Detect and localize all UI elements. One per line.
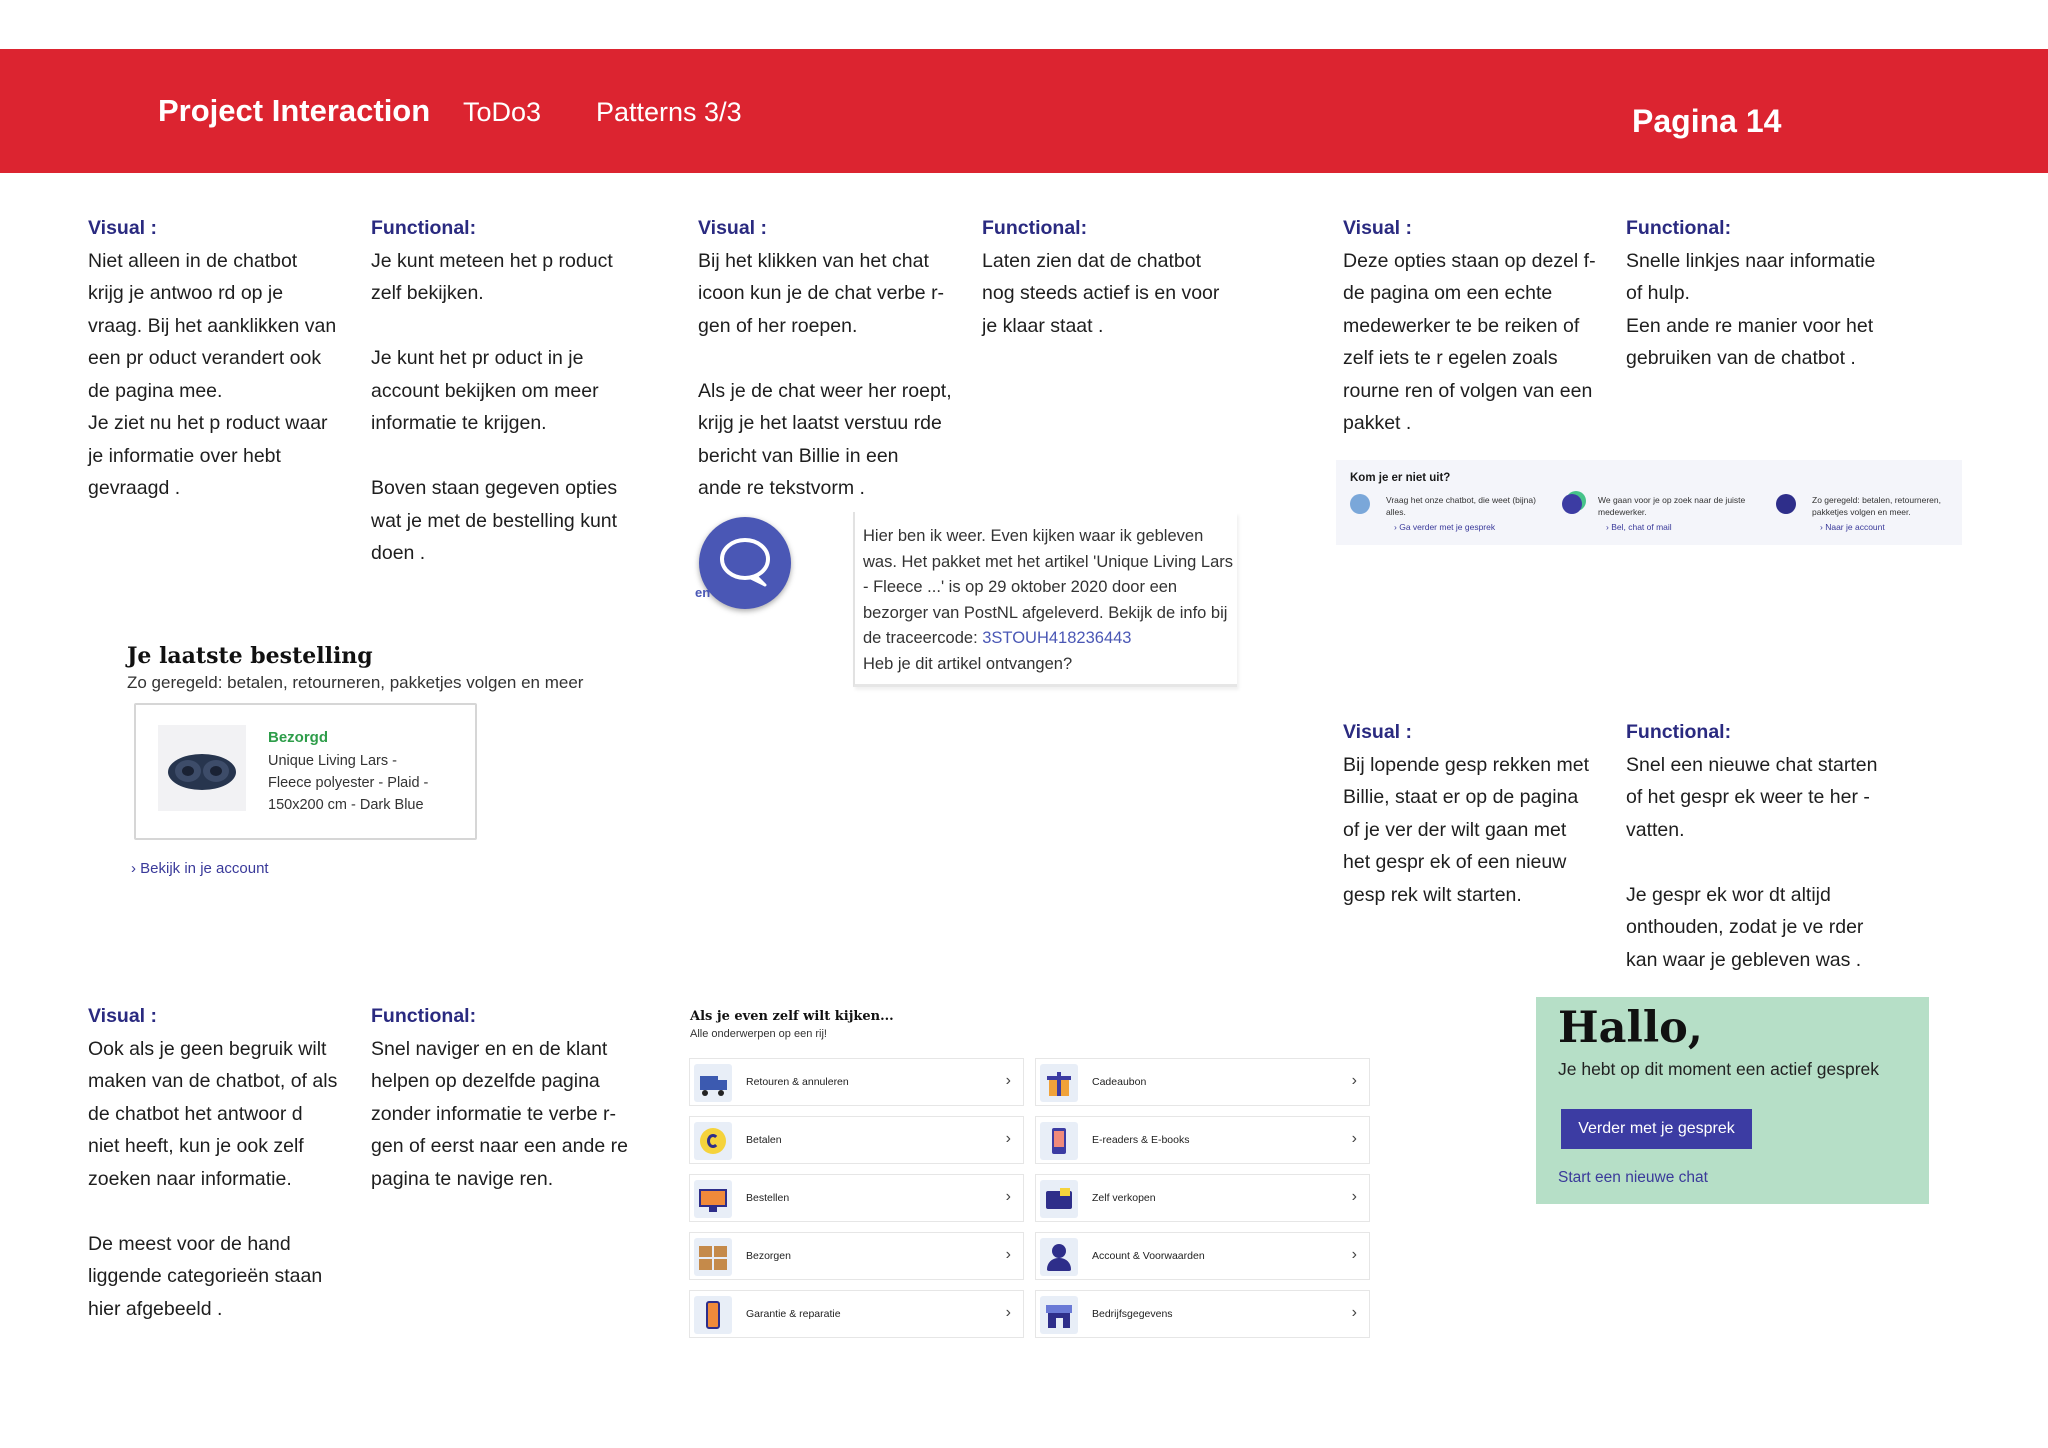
chevron-right-icon: ›	[1005, 1304, 1011, 1321]
truck-icon	[694, 1064, 732, 1102]
chevron-right-icon: ›	[1351, 1072, 1357, 1089]
chat-icon-label: en	[695, 585, 711, 600]
packages-icon	[694, 1238, 732, 1276]
help-option-link[interactable]: › Ga verder met je gesprek	[1394, 522, 1496, 532]
functional-label: Functional:	[982, 217, 1088, 239]
visual-block-1	[88, 212, 358, 505]
coin-icon	[694, 1122, 732, 1160]
category-garantie[interactable]	[689, 1290, 1024, 1338]
monitor-icon	[694, 1180, 732, 1218]
category-bezorgen[interactable]	[689, 1232, 1024, 1280]
category-bestellen[interactable]	[689, 1174, 1024, 1222]
chat-button[interactable]	[699, 517, 791, 609]
help-title: Kom je er niet uit?	[1350, 472, 1451, 484]
category-betalen[interactable]	[689, 1116, 1024, 1164]
continue-chat-button[interactable]: Verder met je gesprek	[1561, 1109, 1752, 1149]
visual-label: Visual :	[1343, 217, 1413, 239]
order-card[interactable]	[134, 703, 477, 840]
chevron-right-icon: ›	[1005, 1072, 1011, 1089]
chevron-right-icon: ›	[1005, 1130, 1011, 1147]
functional-block-5	[371, 1000, 641, 1195]
category-name: Cadeaubon	[1092, 1076, 1147, 1088]
functional-block-2	[982, 212, 1252, 342]
functional-block-4	[1626, 716, 1896, 976]
visual-text: Niet alleen in de chatbot krijg je antwoo rd op je vraag. Bij het aanklikken van een pr oduct verandert ook de pagina mee. Je ziet nu het p roduct waar je informatie over hebt gevraagd .	[88, 249, 337, 499]
visual-label: Visual :	[1343, 721, 1413, 743]
category-name: Account & Voorwaarden	[1092, 1250, 1205, 1262]
visual-label: Visual :	[88, 217, 158, 239]
help-option-link[interactable]: › Naar je account	[1820, 522, 1885, 532]
category-name: Bedrijfsgegevens	[1092, 1308, 1173, 1320]
categories-title: Als je even zelf wilt kijken...	[690, 1009, 894, 1024]
product-name: Unique Living Lars - Fleece polyester - Plaid - 150x200 cm - Dark Blue	[268, 753, 429, 813]
chevron-right-icon: ›	[1005, 1246, 1011, 1263]
functional-block-1	[371, 212, 641, 570]
store-icon	[1040, 1296, 1078, 1334]
order-title: Je laatste bestelling	[127, 643, 373, 669]
visual-text: Bij lopende gesp rekken met Billie, staat er op de pagina of je ver der wilt gaan met het gespr ek of een nieuw gesp rek wilt starten.	[1343, 753, 1590, 906]
todo-label: ToDo3	[463, 97, 542, 127]
help-option-link[interactable]: › Bel, chat of mail	[1606, 522, 1672, 532]
account-link-text: Bekijk in je account	[140, 860, 269, 877]
account-avatar-icon	[1776, 494, 1796, 514]
functional-text: Snel een nieuwe chat starten of het gespr ek weer te her - vatten. Je gespr ek wor dt altijd onthouden, zodat je ve rder kan waar je gebleven was .	[1626, 753, 1878, 971]
chat-message	[853, 512, 1237, 687]
help-option-text: We gaan voor je op zoek naar de juiste medewerker.	[1598, 495, 1746, 517]
chevron-right-icon: ›	[1351, 1246, 1357, 1263]
chat-bubble-icon	[715, 533, 775, 593]
ereader-icon	[1040, 1122, 1078, 1160]
visual-block-4	[1343, 716, 1613, 911]
visual-block-3	[1343, 212, 1613, 440]
new-chat-link[interactable]: Start een nieuwe chat	[1558, 1169, 1708, 1186]
order-subtitle: Zo geregeld: betalen, retourneren, pakketjes volgen en meer	[127, 673, 584, 692]
patterns-label: Patterns 3/3	[596, 97, 742, 127]
category-ereaders[interactable]	[1035, 1116, 1370, 1164]
chevron-right-icon: ›	[1351, 1188, 1357, 1205]
category-name: Zelf verkopen	[1092, 1192, 1156, 1204]
functional-text: Je kunt meteen het p roduct zelf bekijken. Je kunt het pr oduct in je account bekijken om meer informatie te krijgen. Boven staan gegeven opties wat je met de bestelling kunt doen .	[371, 249, 618, 564]
help-option-text: Zo geregeld: betalen, retourneren, pakketjes volgen en meer.	[1812, 495, 1942, 517]
hallo-title: Hallo,	[1558, 1003, 1703, 1053]
chevron-right-icon: ›	[1005, 1188, 1011, 1205]
category-name: E-readers & E-books	[1092, 1134, 1190, 1146]
chevron-right-icon: ›	[131, 860, 136, 877]
category-account[interactable]	[1035, 1232, 1370, 1280]
gift-icon	[1040, 1064, 1078, 1102]
visual-text: Bij het klikken van het chat icoon kun je de chat verbe r- gen of her roepen. Als je de chat weer her roept, krijg je het laatst verstuu rde bericht van Billie in een ande re tekstvorm .	[698, 249, 952, 499]
chat-message-text: Hier ben ik weer. Even kijken waar ik gebleven was. Het pakket met het artikel 'Unique Living Lars - Fleece ...' is op 29 oktober 2020 door een bezorger van PostNL afgeleverd. Bekijk de info bij de traceercode:	[863, 527, 1233, 647]
functional-label: Functional:	[1626, 721, 1732, 743]
category-name: Garantie & reparatie	[746, 1308, 841, 1320]
wallet-icon	[1040, 1180, 1078, 1218]
category-retouren[interactable]	[689, 1058, 1024, 1106]
visual-block-2	[698, 212, 968, 505]
active-chat-panel	[1536, 997, 1929, 1204]
category-cadeaubon[interactable]	[1035, 1058, 1370, 1106]
chat-question: Heb je dit artikel ontvangen?	[863, 654, 1073, 673]
visual-label: Visual :	[88, 1005, 158, 1027]
category-name: Betalen	[746, 1134, 782, 1146]
functional-label: Functional:	[371, 217, 477, 239]
order-status: Bezorgd	[268, 729, 328, 746]
functional-label: Functional:	[371, 1005, 477, 1027]
blanket-image	[158, 725, 246, 811]
functional-text: Snel naviger en en de klant helpen op dezelfde pagina zonder informatie te verbe r- gen of eerst naar een ande re pagina te navige ren.	[371, 1037, 628, 1190]
phone-icon	[694, 1296, 732, 1334]
hallo-subtitle: Je hebt op dit moment een actief gesprek	[1558, 1059, 1880, 1079]
user-icon	[1040, 1238, 1078, 1276]
visual-text: Ook als je geen begruik wilt maken van de chatbot, of als de chatbot het antwoor d niet heeft, kun je ook zelf zoeken naar informatie. De meest voor de hand liggende categorieën staan hier afgebeeld .	[88, 1037, 338, 1320]
help-option-text: Vraag het onze chatbot, die weet (bijna) alles.	[1386, 495, 1536, 517]
chatbot-avatar-icon	[1350, 494, 1370, 514]
visual-block-5	[88, 1000, 358, 1325]
employee-avatar-icon	[1562, 494, 1582, 514]
project-title: Project Interaction	[158, 93, 431, 128]
page-number: Pagina 14	[1632, 103, 1782, 139]
functional-text: Laten zien dat de chatbot nog steeds actief is en voor je klaar staat .	[982, 249, 1220, 337]
visual-text: Deze opties staan op dezel f- de pagina om een echte medewerker te be reiken of zelf iets te r egelen zoals rourne ren of volgen van een pakket .	[1343, 249, 1596, 434]
chevron-right-icon: ›	[1351, 1130, 1357, 1147]
header-bar	[0, 49, 2048, 173]
category-zelf-verkopen[interactable]	[1035, 1174, 1370, 1222]
chevron-right-icon: ›	[1351, 1304, 1357, 1321]
tracking-code-link[interactable]: 3STOUH418236443	[982, 629, 1132, 647]
category-bedrijfsgegevens[interactable]	[1035, 1290, 1370, 1338]
functional-text: Snelle linkjes naar informatie of hulp. Een ande re manier voor het gebruiken van de chatbot .	[1626, 249, 1876, 369]
category-name: Bestellen	[746, 1192, 790, 1204]
functional-block-3	[1626, 212, 1896, 375]
category-name: Retouren & annuleren	[746, 1076, 849, 1088]
category-name: Bezorgen	[746, 1250, 791, 1262]
categories-subtitle: Alle onderwerpen op een rij!	[690, 1028, 827, 1040]
account-link[interactable]	[131, 860, 269, 877]
help-panel	[1336, 460, 1962, 545]
visual-label: Visual :	[698, 217, 768, 239]
functional-label: Functional:	[1626, 217, 1732, 239]
